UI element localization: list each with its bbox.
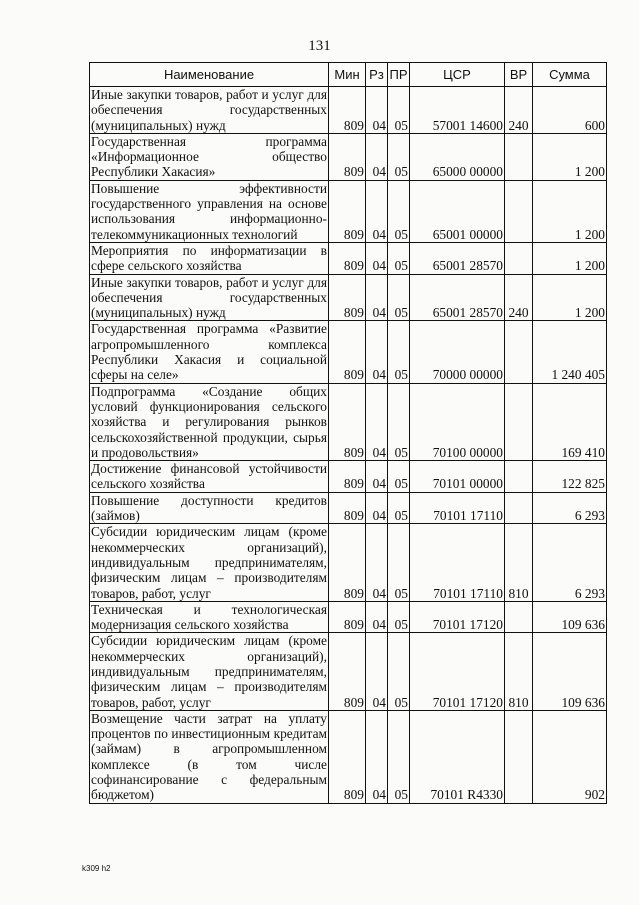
cell-vr	[505, 461, 533, 493]
table-row	[90, 321, 607, 383]
cell-name: Иные закупки товаров, работ и услуг для обеспечения государственных (муниципальных) нужд	[91, 87, 327, 133]
cell-pr: 05	[388, 383, 410, 460]
cell-name: Повышение эффективности государственного управления на основе использования информационно-телекоммуникационных технологий	[91, 180, 327, 242]
cell-sum: 109 636	[533, 601, 607, 633]
cell-min: 809	[329, 461, 366, 493]
cell-csr: 70000 00000	[410, 321, 505, 383]
cell-rz: 04	[366, 492, 388, 524]
cell-sum: 6 293	[533, 524, 607, 601]
cell-rz: 04	[366, 180, 388, 242]
cell-csr: 70101 17110	[410, 524, 505, 601]
header-name: Наименование	[90, 63, 329, 87]
cell-name: Государственная программа «Развитие агропромышленного комплекса Республики Хакасия и социальной сферы на селе»	[91, 321, 327, 383]
cell-min: 809	[329, 710, 366, 803]
table-row	[90, 242, 607, 274]
cell-csr: 57001 14600	[410, 87, 505, 134]
cell-sum: 1 200	[533, 133, 607, 180]
table-row	[90, 492, 607, 524]
table-row	[90, 461, 607, 493]
cell-min: 809	[329, 321, 366, 383]
cell-vr: 240	[505, 87, 533, 134]
cell-pr: 05	[388, 461, 410, 493]
table-row	[90, 133, 607, 180]
cell-rz: 04	[366, 383, 388, 460]
cell-vr: 810	[505, 524, 533, 601]
cell-sum: 109 636	[533, 633, 607, 710]
cell-name: Достижение финансовой устойчивости сельского хозяйства	[91, 461, 327, 492]
cell-pr: 05	[388, 524, 410, 601]
cell-pr: 05	[388, 274, 410, 321]
cell-min: 809	[329, 492, 366, 524]
header-min: Мин	[329, 63, 366, 87]
cell-pr: 05	[388, 321, 410, 383]
table-row	[90, 710, 607, 803]
cell-csr: 70101 17110	[410, 492, 505, 524]
cell-sum: 1 200	[533, 180, 607, 242]
budget-table	[89, 62, 607, 804]
cell-csr: 70100 00000	[410, 383, 505, 460]
header-csr: ЦСР	[410, 63, 505, 87]
cell-rz: 04	[366, 87, 388, 134]
cell-min: 809	[329, 133, 366, 180]
table-row	[90, 633, 607, 710]
cell-vr: 240	[505, 274, 533, 321]
cell-csr: 65001 00000	[410, 180, 505, 242]
footer-code: k309 h2	[82, 864, 111, 873]
table-row	[90, 180, 607, 242]
table-header-row	[90, 63, 607, 87]
cell-csr: 70101 00000	[410, 461, 505, 493]
cell-csr: 70101 17120	[410, 601, 505, 633]
cell-pr: 05	[388, 492, 410, 524]
cell-vr	[505, 180, 533, 242]
cell-name: Техническая и технологическая модернизация сельского хозяйства	[91, 601, 327, 633]
cell-min: 809	[329, 87, 366, 134]
cell-sum: 6 293	[533, 492, 607, 524]
cell-csr: 70101 R4330	[410, 710, 505, 803]
table-body	[90, 87, 607, 804]
table-row	[90, 601, 607, 633]
cell-name: Повышение доступности кредитов (займов)	[91, 492, 327, 524]
cell-sum: 1 240 405	[533, 321, 607, 383]
header-vr: ВР	[505, 63, 533, 87]
cell-vr	[505, 710, 533, 803]
cell-rz: 04	[366, 710, 388, 803]
cell-name: Субсидии юридическим лицам (кроме некоммерческих организаций), индивидуальным предпринимателям, физическим лицам – производителям товаров, работ, услуг	[91, 524, 327, 601]
cell-rz: 04	[366, 321, 388, 383]
cell-sum: 169 410	[533, 383, 607, 460]
cell-name: Возмещение части затрат на уплату процентов по инвестиционным кредитам (займам) в агропромышленном комплексе (в том числе софинансирование с федеральным бюджетом)	[91, 710, 327, 803]
cell-csr: 65001 28570	[410, 274, 505, 321]
cell-vr	[505, 133, 533, 180]
table-row	[90, 274, 607, 321]
cell-min: 809	[329, 180, 366, 242]
cell-min: 809	[329, 601, 366, 633]
cell-rz: 04	[366, 524, 388, 601]
cell-pr: 05	[388, 710, 410, 803]
table-row	[90, 383, 607, 460]
cell-sum: 902	[533, 710, 607, 803]
cell-vr: 810	[505, 633, 533, 710]
cell-rz: 04	[366, 601, 388, 633]
cell-sum: 1 200	[533, 242, 607, 274]
cell-sum: 600	[533, 87, 607, 134]
cell-vr	[505, 383, 533, 460]
header-rz: Рз	[366, 63, 388, 87]
cell-vr	[505, 321, 533, 383]
cell-csr: 70101 17120	[410, 633, 505, 710]
cell-pr: 05	[388, 633, 410, 710]
cell-name: Государственная программа «Информационное общество Республики Хакасия»	[91, 133, 327, 180]
cell-min: 809	[329, 383, 366, 460]
cell-name: Иные закупки товаров, работ и услуг для обеспечения государственных (муниципальных) нужд	[91, 274, 327, 321]
table-row	[90, 87, 607, 134]
cell-name: Мероприятия по информатизации в сфере сельского хозяйства	[91, 242, 327, 274]
header-pr: ПР	[388, 63, 410, 87]
table-row	[90, 524, 607, 601]
cell-name: Субсидии юридическим лицам (кроме некоммерческих организаций), индивидуальным предпринимателям, физическим лицам – производителям товаров, работ, услуг	[91, 633, 327, 710]
header-sum: Сумма	[533, 63, 607, 87]
cell-min: 809	[329, 242, 366, 274]
cell-rz: 04	[366, 274, 388, 321]
cell-pr: 05	[388, 601, 410, 633]
cell-sum: 122 825	[533, 461, 607, 493]
cell-rz: 04	[366, 133, 388, 180]
cell-min: 809	[329, 524, 366, 601]
cell-vr	[505, 492, 533, 524]
cell-pr: 05	[388, 242, 410, 274]
cell-vr	[505, 601, 533, 633]
cell-rz: 04	[366, 633, 388, 710]
cell-csr: 65001 28570	[410, 242, 505, 274]
cell-pr: 05	[388, 87, 410, 134]
cell-vr	[505, 242, 533, 274]
cell-min: 809	[329, 633, 366, 710]
cell-min: 809	[329, 274, 366, 321]
cell-name: Подпрограмма «Создание общих условий функционирования сельского хозяйства и регулирования рынков сельскохозяйственной продукции, сырья и продовольствия»	[91, 383, 327, 460]
cell-pr: 05	[388, 180, 410, 242]
page-number: 131	[308, 38, 331, 54]
cell-sum: 1 200	[533, 274, 607, 321]
cell-pr: 05	[388, 133, 410, 180]
cell-rz: 04	[366, 242, 388, 274]
cell-rz: 04	[366, 461, 388, 493]
cell-csr: 65000 00000	[410, 133, 505, 180]
